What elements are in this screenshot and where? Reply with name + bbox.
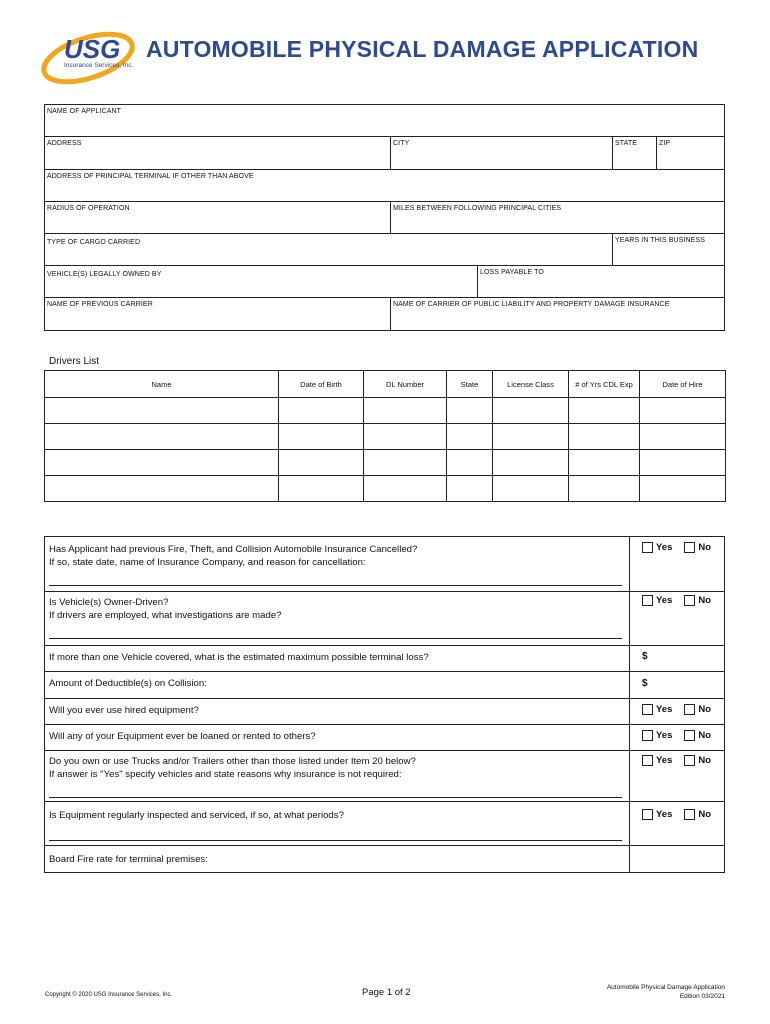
driver-cell[interactable] <box>45 424 279 450</box>
q7-yes-checkbox[interactable] <box>642 755 653 766</box>
row-divider <box>44 591 725 592</box>
q3-dollar-field[interactable]: $ <box>642 651 648 662</box>
form-name: Automobile Physical Damage Application <box>606 984 725 991</box>
driver-cell[interactable] <box>493 398 569 424</box>
q7-no-checkbox[interactable] <box>684 755 695 766</box>
liability-carrier-label: NAME OF CARRIER OF PUBLIC LIABILITY AND PROPERTY DAMAGE INSURANCE <box>393 301 670 308</box>
col-header-date-of-hire: Date of Hire <box>640 371 726 398</box>
address-field[interactable] <box>44 136 391 170</box>
q8-no-checkbox[interactable] <box>684 809 695 820</box>
miles-between-field[interactable] <box>390 201 725 234</box>
no-label: No <box>698 595 712 606</box>
q2-answer-line[interactable] <box>49 638 622 639</box>
driver-cell[interactable] <box>279 450 364 476</box>
form-edition: Edition 03/2021 <box>679 993 725 1000</box>
driver-cell[interactable] <box>640 476 726 502</box>
yes-label: Yes <box>656 730 673 741</box>
q5-text: Will you ever use hired equipment? <box>49 705 199 716</box>
q6-no-checkbox[interactable] <box>684 730 695 741</box>
driver-cell[interactable] <box>279 476 364 502</box>
q5-yes-checkbox[interactable] <box>642 704 653 715</box>
miles-between-label: MILES BETWEEN FOLLOWING PRINCIPAL CITIES <box>393 205 562 212</box>
liability-carrier-field[interactable] <box>390 297 725 331</box>
q5-yes-no <box>642 704 711 715</box>
col-header-dl-number: DL Number <box>364 371 447 398</box>
row-divider <box>44 698 725 699</box>
table-row <box>45 476 726 502</box>
copyright-text: Copyright © 2020 USG Insurance Services, Inc. <box>45 992 173 998</box>
usg-logo <box>38 18 148 88</box>
loss-payable-field[interactable] <box>477 265 725 298</box>
driver-cell[interactable] <box>447 398 493 424</box>
driver-cell[interactable] <box>45 398 279 424</box>
q2-no-checkbox[interactable] <box>684 595 695 606</box>
row-divider <box>44 724 725 725</box>
driver-cell[interactable] <box>45 476 279 502</box>
q2-yes-checkbox[interactable] <box>642 595 653 606</box>
q6-text: Will any of your Equipment ever be loaned or rented to others? <box>49 731 316 742</box>
col-header-state: State <box>447 371 493 398</box>
state-field[interactable] <box>612 136 657 170</box>
vehicles-owned-by-label: VEHICLE(S) LEGALLY OWNED BY <box>47 271 162 278</box>
city-field[interactable] <box>390 136 613 170</box>
driver-cell[interactable] <box>45 450 279 476</box>
col-header-license-class: License Class <box>493 371 569 398</box>
q8-yes-no <box>642 809 711 820</box>
q3-text: If more than one Vehicle covered, what is the estimated maximum possible terminal loss? <box>49 652 429 663</box>
no-label: No <box>698 809 712 820</box>
driver-cell[interactable] <box>640 424 726 450</box>
yes-label: Yes <box>656 704 673 715</box>
loss-payable-label: LOSS PAYABLE TO <box>480 269 544 276</box>
drivers-list-title: Drivers List <box>49 356 100 367</box>
q1-answer-line[interactable] <box>49 585 622 586</box>
form-edition-block <box>560 983 725 1001</box>
driver-cell[interactable] <box>569 424 640 450</box>
driver-cell[interactable] <box>569 476 640 502</box>
years-in-business-label: YEARS IN THIS BUSINESS <box>615 237 705 244</box>
q6-yes-checkbox[interactable] <box>642 730 653 741</box>
driver-cell[interactable] <box>364 398 447 424</box>
q2-text-line2: If drivers are employed, what investigations are made? <box>49 610 282 621</box>
row-divider <box>44 801 725 802</box>
table-row <box>45 424 726 450</box>
q8-text: Is Equipment regularly inspected and serviced, if so, at what periods? <box>49 810 344 821</box>
driver-cell[interactable] <box>569 450 640 476</box>
q6-yes-no <box>642 730 711 741</box>
table-row <box>45 398 726 424</box>
svg-text:USG: USG <box>64 34 121 64</box>
yes-label: Yes <box>656 542 673 553</box>
type-of-cargo-field[interactable] <box>44 233 613 266</box>
q4-text: Amount of Deductible(s) on Collision: <box>49 678 207 689</box>
q2-text-line1: Is Vehicle(s) Owner-Driven? <box>49 597 169 608</box>
driver-cell[interactable] <box>364 476 447 502</box>
driver-cell[interactable] <box>493 476 569 502</box>
q1-no-checkbox[interactable] <box>684 542 695 553</box>
no-label: No <box>698 704 712 715</box>
yes-label: Yes <box>656 595 673 606</box>
q1-yes-no <box>642 542 711 553</box>
yes-label: Yes <box>656 809 673 820</box>
usg-logo-graphic <box>38 18 148 88</box>
q4-dollar-field[interactable]: $ <box>642 678 648 689</box>
no-label: No <box>698 542 712 553</box>
principal-terminal-label: ADDRESS OF PRINCIPAL TERMINAL IF OTHER THAN ABOVE <box>47 173 254 180</box>
page-number: Page 1 of 2 <box>362 987 411 998</box>
drivers-table <box>44 370 726 502</box>
previous-carrier-label: NAME OF PREVIOUS CARRIER <box>47 301 153 308</box>
driver-cell[interactable] <box>364 450 447 476</box>
row-divider <box>44 671 725 672</box>
driver-cell[interactable] <box>447 424 493 450</box>
driver-cell[interactable] <box>279 398 364 424</box>
driver-cell[interactable] <box>493 450 569 476</box>
svg-text:Insurance Services, Inc.: Insurance Services, Inc. <box>64 62 134 69</box>
vehicles-owned-by-field[interactable] <box>44 265 478 298</box>
driver-cell[interactable] <box>569 398 640 424</box>
page-title: AUTOMOBILE PHYSICAL DAMAGE APPLICATION <box>146 36 699 62</box>
row-divider <box>44 645 725 646</box>
col-header-cdl-years: # of Yrs CDL Exp <box>569 371 640 398</box>
q1-text-line1: Has Applicant had previous Fire, Theft, and Collision Automobile Insurance Cancelled? <box>49 544 418 555</box>
no-label: No <box>698 730 712 741</box>
q8-answer-line[interactable] <box>49 840 622 841</box>
q7-yes-no <box>642 755 711 766</box>
radius-field[interactable] <box>44 201 391 234</box>
zip-field[interactable] <box>656 136 725 170</box>
q1-yes-checkbox[interactable] <box>642 542 653 553</box>
q9-answer-field[interactable] <box>631 847 723 871</box>
previous-carrier-field[interactable] <box>44 297 391 331</box>
address-label: ADDRESS <box>47 140 82 147</box>
driver-cell[interactable] <box>279 424 364 450</box>
type-of-cargo-label: TYPE OF CARGO CARRIED <box>47 239 141 246</box>
years-in-business-field[interactable] <box>612 233 725 266</box>
driver-cell[interactable] <box>447 476 493 502</box>
col-header-name: Name <box>45 371 279 398</box>
q7-answer-line[interactable] <box>49 797 622 798</box>
q5-no-checkbox[interactable] <box>684 704 695 715</box>
zip-label: ZIP <box>659 140 671 147</box>
q1-text-line2: If so, state date, name of Insurance Company, and reason for cancellation: <box>49 557 366 568</box>
questions-divider <box>629 536 630 873</box>
col-header-dob: Date of Birth <box>279 371 364 398</box>
q2-yes-no <box>642 595 711 606</box>
no-label: No <box>698 755 712 766</box>
driver-cell[interactable] <box>447 450 493 476</box>
q9-text: Board Fire rate for terminal premises: <box>49 854 208 865</box>
table-row <box>45 450 726 476</box>
driver-cell[interactable] <box>493 424 569 450</box>
driver-cell[interactable] <box>640 398 726 424</box>
q7-text-line1: Do you own or use Trucks and/or Trailers other than those listed under Item 20 below? <box>49 756 416 767</box>
q8-yes-checkbox[interactable] <box>642 809 653 820</box>
applicant-name-label: NAME OF APPLICANT <box>47 108 122 115</box>
radius-label: RADIUS OF OPERATION <box>47 205 130 212</box>
q7-text-line2: If answer is "Yes" specify vehicles and state reasons why insurance is not required: <box>49 769 402 780</box>
applicant-name-field[interactable] <box>44 104 725 137</box>
driver-cell[interactable] <box>640 450 726 476</box>
drivers-header-row <box>45 371 726 398</box>
principal-terminal-field[interactable] <box>44 169 725 202</box>
city-label: CITY <box>393 140 410 147</box>
yes-label: Yes <box>656 755 673 766</box>
row-divider <box>44 845 725 846</box>
row-divider <box>44 750 725 751</box>
driver-cell[interactable] <box>364 424 447 450</box>
state-label: STATE <box>615 140 638 147</box>
